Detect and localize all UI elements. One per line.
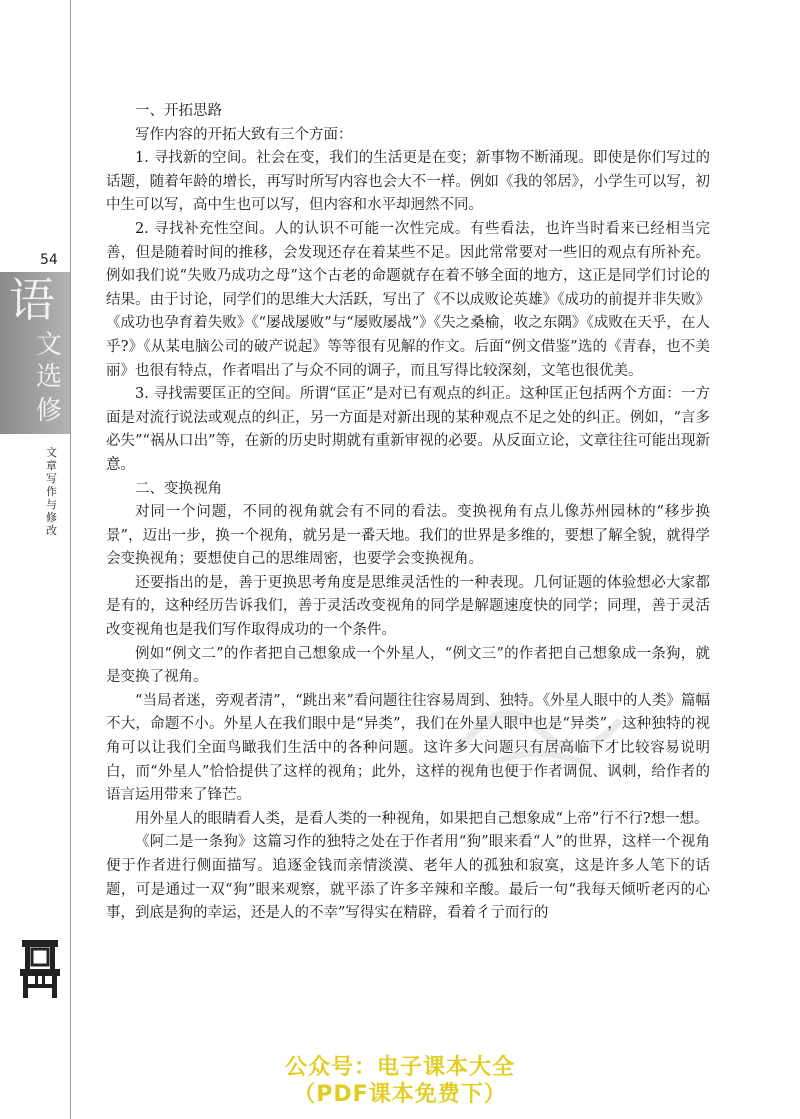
side-tab-char-big: 语	[9, 273, 55, 327]
paragraph: 用外星人的眼睛看人类，是看人类的一种视角，如果把自己想象成“上帝”行不行?想一想。	[135, 810, 709, 827]
paragraph: “当局者迷，旁观者清”，“跳出来”看问题往往容易周到、独特。《外星人眼中的人类》篇幅不大，命题不小。外星人在我们眼中是“异类”，我们在外星人眼中也是“异类”，这种独特的视角可以让我们全面鸟瞰我们生活中的各种问题。这许多大问题只有居高临下才比较容易说明白，而“外星人”恰恰提供了这样的视角；此外，这样的视角也便于作者调侃、讽刺，给作者的语言运用带来了锋芒。	[106, 692, 710, 804]
side-tab-char: 选	[35, 362, 62, 392]
paragraph: 《阿二是一条狗》这篇习作的独特之处在于作者用“狗”眼来看“人”的世界，这样一个视角便于作者进行侧面描写。追逐金钱而亲情淡漠、老年人的孤独和寂寞，这是许多人笔下的话题，可是通过一双“狗”眼来观察，就平添了许多辛辣和辛酸。最后一句“我每天倾听老丙的心事，到底是狗的幸运，还是人的不幸”写得实在精辟，看着彳亍而行的	[106, 834, 710, 922]
side-tab-char: 修	[35, 396, 62, 426]
chair-icon	[18, 940, 62, 1000]
watermark-line-1: 公众号：电子课本大全	[284, 1055, 515, 1080]
paragraph: 例如“例文二”的作者把自己想象成一个外星人，“例文三”的作者把自己想象成一条狗，就是变换了视角。	[106, 645, 710, 686]
watermark-line-2: （PDF课本免费下）	[293, 1082, 507, 1107]
side-tab-char: 文	[35, 330, 62, 360]
paragraph: 还要指出的是，善于更换思考角度是思维灵活性的一种表现。几何证题的体验想必大家都是有的，这种经历告诉我们，善于灵活改变视角的同学是解题速度快的同学；同理，善于灵活改变视角也是我们写作取得成功的一个条件。	[106, 574, 710, 639]
side-caption: 文章写作与修改	[46, 446, 57, 537]
paragraph: 对同一个问题，不同的视角就会有不同的看法。变换视角有点儿像苏州园林的“移步换景”，迈出一步，换一个视角，就另是一番天地。我们的世界是多维的，要想了解全貌，就得学会变换视角；要想使自己的思维周密，也要学会变换视角。	[106, 504, 710, 568]
section-heading: 一、开拓思路	[135, 103, 222, 119]
page-number: 54	[40, 252, 58, 268]
paragraph: 写作内容的开拓大致有三个方面：	[135, 126, 353, 143]
paragraph: 2. 寻找补充性空间。人的认识不可能一次性完成。有些看法，也许当时看来已经相当完善，但是随着时间的推移，会发现还存在着某些不足。因此常常要对一些旧的观点有所补充。例如我们说“失败乃成功之母”这个古老的命题就存在着不够全面的地方，这正是同学们讨论的结果。由于讨论，同学们的思维大大活跃，写出了《不以成败论英雄》《成功的前提并非失败》《成功也孕育着失败》《“屡战屡败”与“屡败屡战”》《失之桑榆，收之东隅》《成败在天乎，在人乎?》《从某电脑公司的破产说起》等等很有见解的作文。后面“例文借鉴”选的《青春，也不美丽》也很有特点，作者唱出了与众不同的调子，而且写得比较深刻，文笔也很优美。	[106, 220, 710, 379]
paragraph: 1. 寻找新的空间。社会在变，我们的生活更是在变；新事物不断涌现。即使是你们写过的话题，随着年龄的增长，再写时所写内容也会大不一样。例如《我的邻居》，小学生可以写，初中生可以写，高中生也可以写，但内容和水平却迥然不同。	[106, 150, 710, 214]
margin-line	[70, 0, 71, 1119]
side-tab	[0, 272, 70, 434]
main-text	[106, 100, 710, 926]
paragraph: 3. 寻找需要匡正的空间。所谓“匡正”是对已有观点的纠正。这种匡正包括两个方面：一方面是对流行说法或观点的纠正，另一方面是对新出现的某种观点不足之处的纠正。例如，“言多必失”“祸从口出”等，在新的历史时期就有重新审视的必要。从反面立论，文章往往可能出现新意。	[106, 386, 710, 473]
section-heading: 二、变换视角	[135, 480, 222, 497]
